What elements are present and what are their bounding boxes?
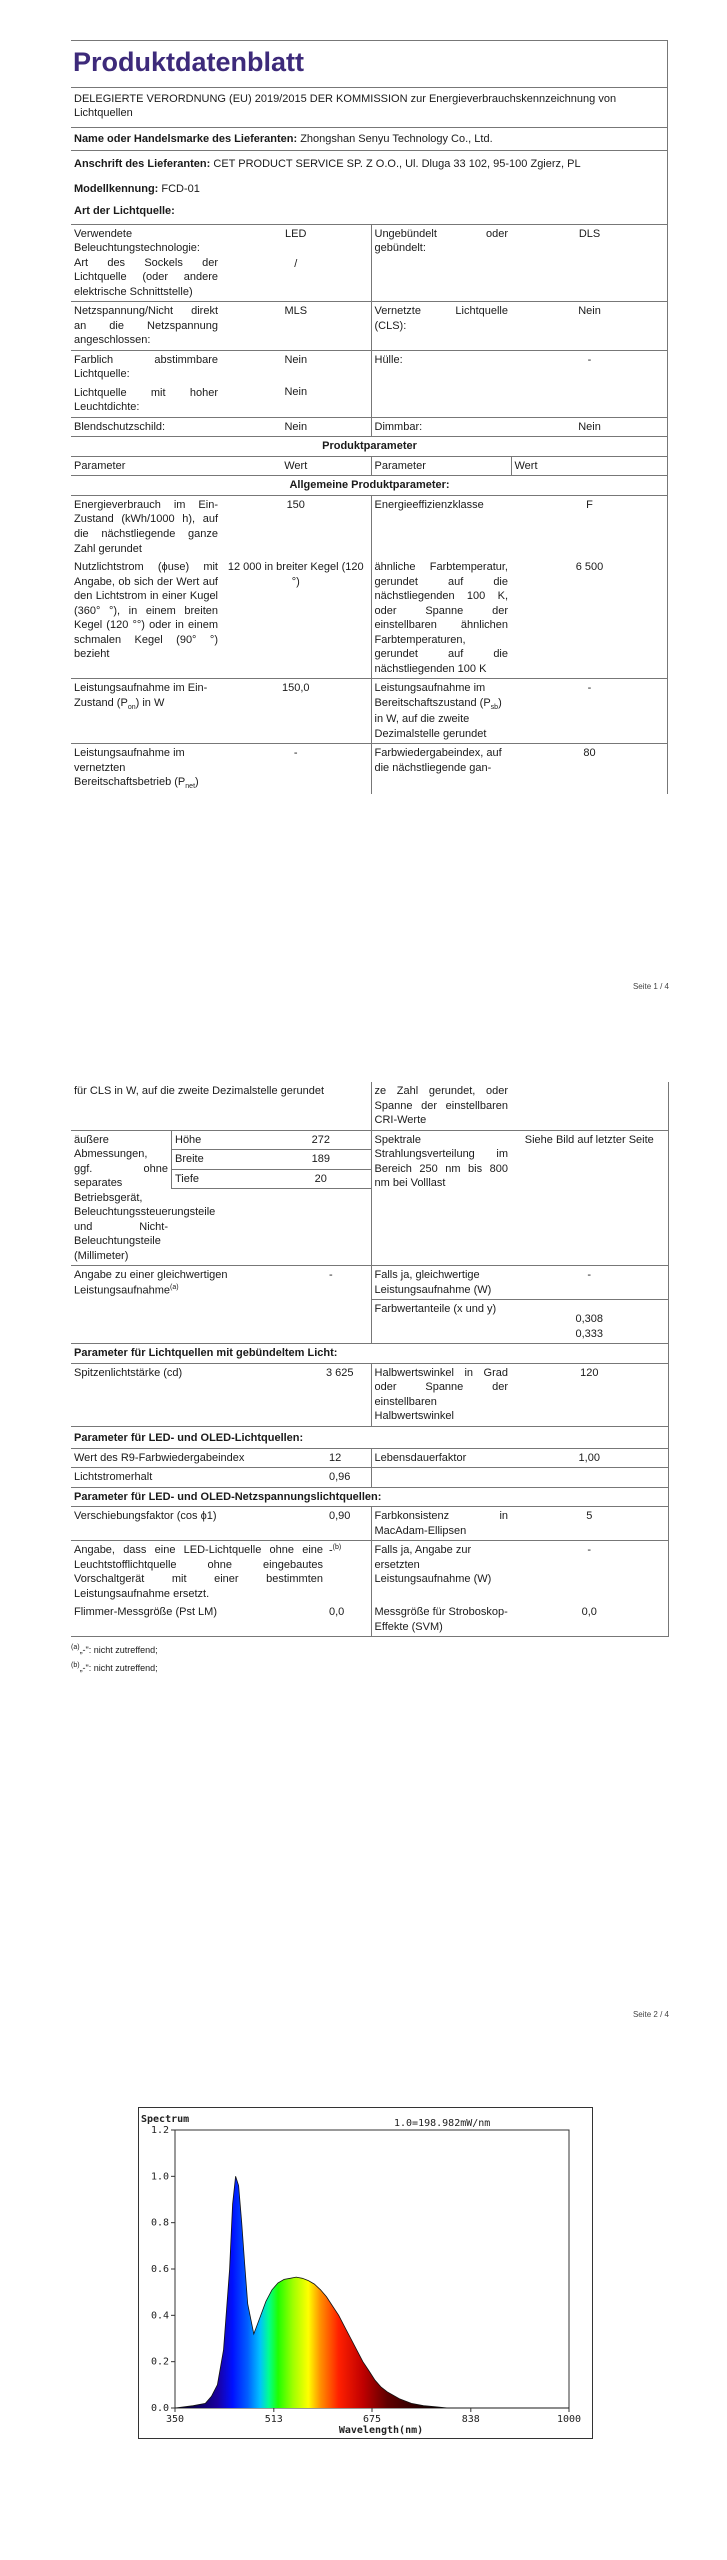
r9-label: Wert des R9-Farbwiedergabeindex	[71, 1448, 326, 1468]
r1-value-2: /	[294, 258, 298, 271]
regulation-text: DELEGIERTE VERORDNUNG (EU) 2019/2015 DER KOMMISSION zur Energieverbrauchskennzeichnung von Lichtquellen	[71, 87, 668, 127]
p2-right-value: 6 500	[575, 561, 604, 574]
footnote-a	[71, 1643, 668, 1657]
beam-angle-value: 120	[511, 1363, 668, 1426]
replacement-right-value: -	[511, 1541, 668, 1604]
directional-heading: Parameter für Lichtquellen mit gebündeltem Licht:	[71, 1344, 668, 1364]
spectrum-chart	[138, 2107, 593, 2439]
model-label: Modellkennung:	[74, 182, 159, 195]
page-2	[71, 1082, 668, 1679]
dim-depth-label: Tiefe	[172, 1169, 272, 1189]
chart-annotation: 1.0=198.982mW/nm	[394, 2118, 491, 2129]
type-heading: Art der Lichtquelle:	[74, 205, 175, 218]
survival-value: 1,00	[511, 1448, 668, 1468]
dim-height-value: 272	[271, 1131, 371, 1150]
dimensions-label: äußere Abmessungen, ggf. ohne separates Betriebsgerät, Beleuchtungssteuerungsteile und Nicht-Beleuchtungsteile (Millimeter)	[71, 1130, 171, 1266]
r3-value-2: Nein	[284, 386, 308, 399]
col-header-value-2: Wert	[511, 456, 668, 476]
page-number-2: Seite 2 / 4	[632, 2010, 669, 2019]
c1-right-value	[511, 1082, 668, 1130]
y-tick-label: 1.2	[150, 2125, 169, 2136]
page-1-frame	[71, 40, 668, 794]
equivalent-label-sup: (a)	[170, 1283, 179, 1291]
p3-label-a: Leistungsaufnahme im Ein-Zustand (P	[74, 682, 208, 709]
r2-value: MLS	[221, 302, 371, 351]
chromaticity-label: Farbwertanteile (x und y)	[371, 1300, 511, 1344]
x-tick-label: 513	[264, 2414, 283, 2425]
replacement-value-sup: (b)	[332, 1544, 342, 1552]
r4-value: Nein	[221, 417, 371, 437]
model-row	[71, 176, 668, 201]
page-number-1: Seite 1 / 4	[632, 982, 669, 991]
col-header-param-2: Parameter	[371, 456, 511, 476]
p3-right-sub: sb	[490, 703, 499, 711]
p2-value: 12 000 in breiter Kegel (120 °)	[227, 561, 364, 588]
r1-right-label: Ungebündelt oder gebündelt:	[371, 224, 511, 302]
x-tick-label: 675	[362, 2414, 382, 2425]
general-heading: Allgemeine Produktparameter:	[289, 479, 450, 492]
replacement-right-label: Falls ja, Angabe zur ersetzten Leistungsaufnahme (W)	[371, 1541, 511, 1604]
p3-right-label	[371, 679, 511, 744]
dim-height-label: Höhe	[172, 1131, 272, 1150]
p1-value: 150	[221, 495, 371, 558]
p2-right-label: ähnliche Farbtemperatur, gerundet auf die nächstliegenden 100 K, oder Spanne der einstellbaren ähnlichen Farbtemperaturen, gerundet auf die nächstliegenden 100 K	[371, 558, 511, 679]
p3-label	[71, 679, 221, 744]
page-title: Produktdatenblatt	[73, 47, 305, 77]
lumen-maintenance-value: 0,96	[326, 1468, 371, 1488]
p3-right-value: -	[511, 679, 668, 744]
dim-width-label: Breite	[172, 1150, 272, 1170]
lumen-maintenance-label: Lichtstromerhalt	[71, 1468, 326, 1488]
r4-label: Blendschutzschild:	[71, 417, 221, 437]
footnote-b-mark: (b)	[71, 1662, 80, 1670]
spectrum-svg	[139, 2108, 592, 2438]
r3-right-label: Hülle:	[371, 350, 511, 417]
r1-right-value: DLS	[511, 224, 668, 302]
dimensions-table	[171, 1131, 371, 1190]
chromaticity-values	[511, 1300, 668, 1344]
page-1	[71, 40, 668, 794]
col-header-param: Parameter	[71, 456, 221, 476]
equivalent-value: -	[326, 1266, 371, 1300]
r1-value-1: LED	[285, 227, 307, 240]
p2-label: Nutzlichtstrom (ϕuse) mit Angabe, ob sich der Wert auf den Lichtstrom in einer Kugel (360° °), in einem breiten Kegel (120 °°) oder in einem schmalen Kegel (90° °) bezieht	[74, 561, 218, 661]
r1-label	[71, 224, 221, 302]
r1-label-2: Art des Sockels der Lichtquelle (oder andere elektrische Schnittstelle)	[74, 256, 218, 298]
p4-label-sub: net	[185, 783, 196, 791]
y-tick-label: 0.4	[150, 2310, 169, 2322]
p1-right-value: F	[511, 495, 668, 558]
datasheet-table-2	[71, 1082, 669, 1637]
peak-intensity-label: Spitzenlichtstärke (cd)	[71, 1363, 326, 1426]
y-tick-label: 0.6	[150, 2264, 169, 2275]
p4-label-b: )	[195, 776, 199, 789]
r4-right-value: Nein	[511, 417, 668, 437]
footnote-b	[71, 1661, 668, 1675]
y-tick-label: 0.2	[150, 2356, 169, 2368]
p3-right-a: Leistungsaufnahme im Bereitschaftszustand (P	[374, 682, 491, 709]
replacement-value-text: -	[329, 1544, 333, 1557]
beam-angle-label: Halbwertswinkel in Grad oder Spanne der einstellbaren Halbwertswinkel	[371, 1363, 511, 1426]
p3-value: 150,0	[221, 679, 371, 744]
p4-value: -	[221, 744, 371, 794]
footnote-a-text: „-": nicht zutreffend;	[79, 1645, 158, 1656]
stroboscopic-value: 0,0	[511, 1603, 668, 1637]
equivalent-label	[71, 1266, 326, 1300]
model-value: FCD-01	[161, 182, 200, 195]
supplier-label: Name oder Handelsmarke des Lieferanten:	[74, 132, 298, 145]
flicker-label: Flimmer-Messgröße (Pst LM)	[71, 1603, 326, 1637]
supplier-row	[71, 127, 668, 151]
dimensions-cell	[171, 1130, 371, 1266]
x-axis-label: Wavelength(nm)	[338, 2425, 424, 2436]
r3-values	[221, 350, 371, 417]
r3-value-1: Nein	[284, 353, 308, 366]
footnote-a-mark: (a)	[71, 1644, 80, 1652]
equivalent-right-value: -	[511, 1266, 668, 1300]
r4-right-label: Dimmbar:	[371, 417, 511, 437]
macadam-label: Farbkonsistenz in MacAdam-Ellipsen	[371, 1507, 511, 1541]
cos-phi-label: Verschiebungsfaktor (cos ϕ1)	[71, 1507, 326, 1541]
spectrum-value: Siehe Bild auf letzter Seite	[511, 1130, 668, 1266]
x-tick-label: 838	[461, 2414, 480, 2425]
chart-title: Spectrum	[141, 2114, 190, 2125]
replacement-value	[326, 1541, 371, 1604]
p1-label: Energieverbrauch im Ein-Zustand (kWh/1000 h), auf die nächstliegende ganze Zahl gerundet	[71, 495, 221, 558]
dim-width-value: 189	[271, 1150, 371, 1170]
r3-label	[71, 350, 221, 417]
x-tick-label: 1000	[556, 2414, 582, 2425]
equivalent-label-text: Angabe zu einer gleichwertigen Leistungsaufnahme	[74, 1269, 228, 1297]
cos-phi-value: 0,90	[326, 1507, 371, 1541]
chromaticity-y: 0,333	[575, 1327, 604, 1340]
y-tick-label: 0.8	[150, 2217, 169, 2229]
equivalent-right-label: Falls ja, gleichwertige Leistungsaufnahme (W)	[371, 1266, 511, 1300]
r3-label-1: Farblich abstimmbare Lichtquelle:	[74, 353, 218, 381]
c1-label: für CLS in W, auf die zweite Dezimalstelle gerundet	[74, 1085, 325, 1097]
footnote-b-text: „-": nicht zutreffend;	[79, 1663, 158, 1674]
r3-label-2: Lichtquelle mit hoher Leuchtdichte:	[74, 386, 218, 414]
r2-right-label: Vernetzte Lichtquelle (CLS):	[371, 302, 511, 351]
p3-right-b: ) in W, auf die zweite Dezimalstelle gerundet	[374, 696, 502, 740]
p4-right-value: 80	[511, 744, 668, 794]
y-tick-label: 1.0	[150, 2171, 169, 2183]
p1-right-label: Energieeffizienzklasse	[371, 495, 511, 558]
macadam-value: 5	[511, 1507, 668, 1541]
y-tick-label: 0.0	[150, 2403, 169, 2414]
p4-label	[71, 744, 221, 794]
dim-depth-value: 20	[271, 1169, 371, 1189]
address-label: Anschrift des Lieferanten:	[74, 158, 211, 171]
supplier-value: Zhongshan Senyu Technology Co., Ltd.	[300, 132, 493, 145]
r1-values	[221, 224, 371, 302]
p3-label-b: ) in W	[135, 696, 165, 709]
plot-area	[151, 2125, 581, 2425]
mains-heading: Parameter für LED- und OLED-Netzspannungslichtquellen:	[71, 1487, 668, 1507]
params-heading: Produktparameter	[71, 437, 668, 457]
r2-right-value: Nein	[511, 302, 668, 351]
spectrum-area	[175, 2176, 569, 2408]
col-header-value: Wert	[221, 456, 371, 476]
x-tick-label: 350	[165, 2414, 185, 2425]
r3-right-value: -	[511, 350, 668, 417]
address-value: CET PRODUCT SERVICE SP. Z O.O., Ul. Dluga 33 102, 95-100 Zgierz, PL	[213, 158, 581, 171]
chromaticity-x: 0,308	[575, 1313, 604, 1326]
footnotes	[71, 1643, 668, 1675]
stroboscopic-label: Messgröße für Stroboskop-Effekte (SVM)	[371, 1603, 511, 1637]
peak-intensity-value: 3 625	[326, 1363, 371, 1426]
c1-right-label: ze Zahl gerundet, oder Spanne der einstellbaren CRI-Werte	[371, 1082, 511, 1130]
p3-label-sub: on	[127, 703, 136, 711]
flicker-value: 0,0	[326, 1603, 371, 1637]
survival-label: Lebensdauerfaktor	[371, 1448, 511, 1468]
led-heading: Parameter für LED- und OLED-Lichtquellen:	[71, 1426, 668, 1448]
datasheet-table-1	[71, 87, 668, 794]
r9-value: 12	[326, 1448, 371, 1468]
p4-label-a: Leistungsaufnahme im vernetzten Bereitschaftsbetrieb (P	[74, 747, 186, 789]
spectrum-label: Spektrale Strahlungsverteilung im Bereich 250 nm bis 800 nm bei Volllast	[371, 1130, 511, 1266]
p4-right-label: Farbwiedergabeindex, auf die nächstliegende gan-	[371, 744, 511, 794]
address-row	[71, 151, 668, 176]
r2-label: Netzspannung/Nicht direkt an die Netzspannung angeschlossen:	[71, 302, 221, 351]
replacement-label: Angabe, dass eine LED-Lichtquelle ohne eine Leuchtstofflichtquelle ohne eingebautes Vorschaltgerät mit einer bestimmten Leistungsaufnahme ersetzt.	[71, 1541, 326, 1604]
r1-label-1: Verwendete Beleuchtungstechnologie:	[74, 227, 200, 255]
